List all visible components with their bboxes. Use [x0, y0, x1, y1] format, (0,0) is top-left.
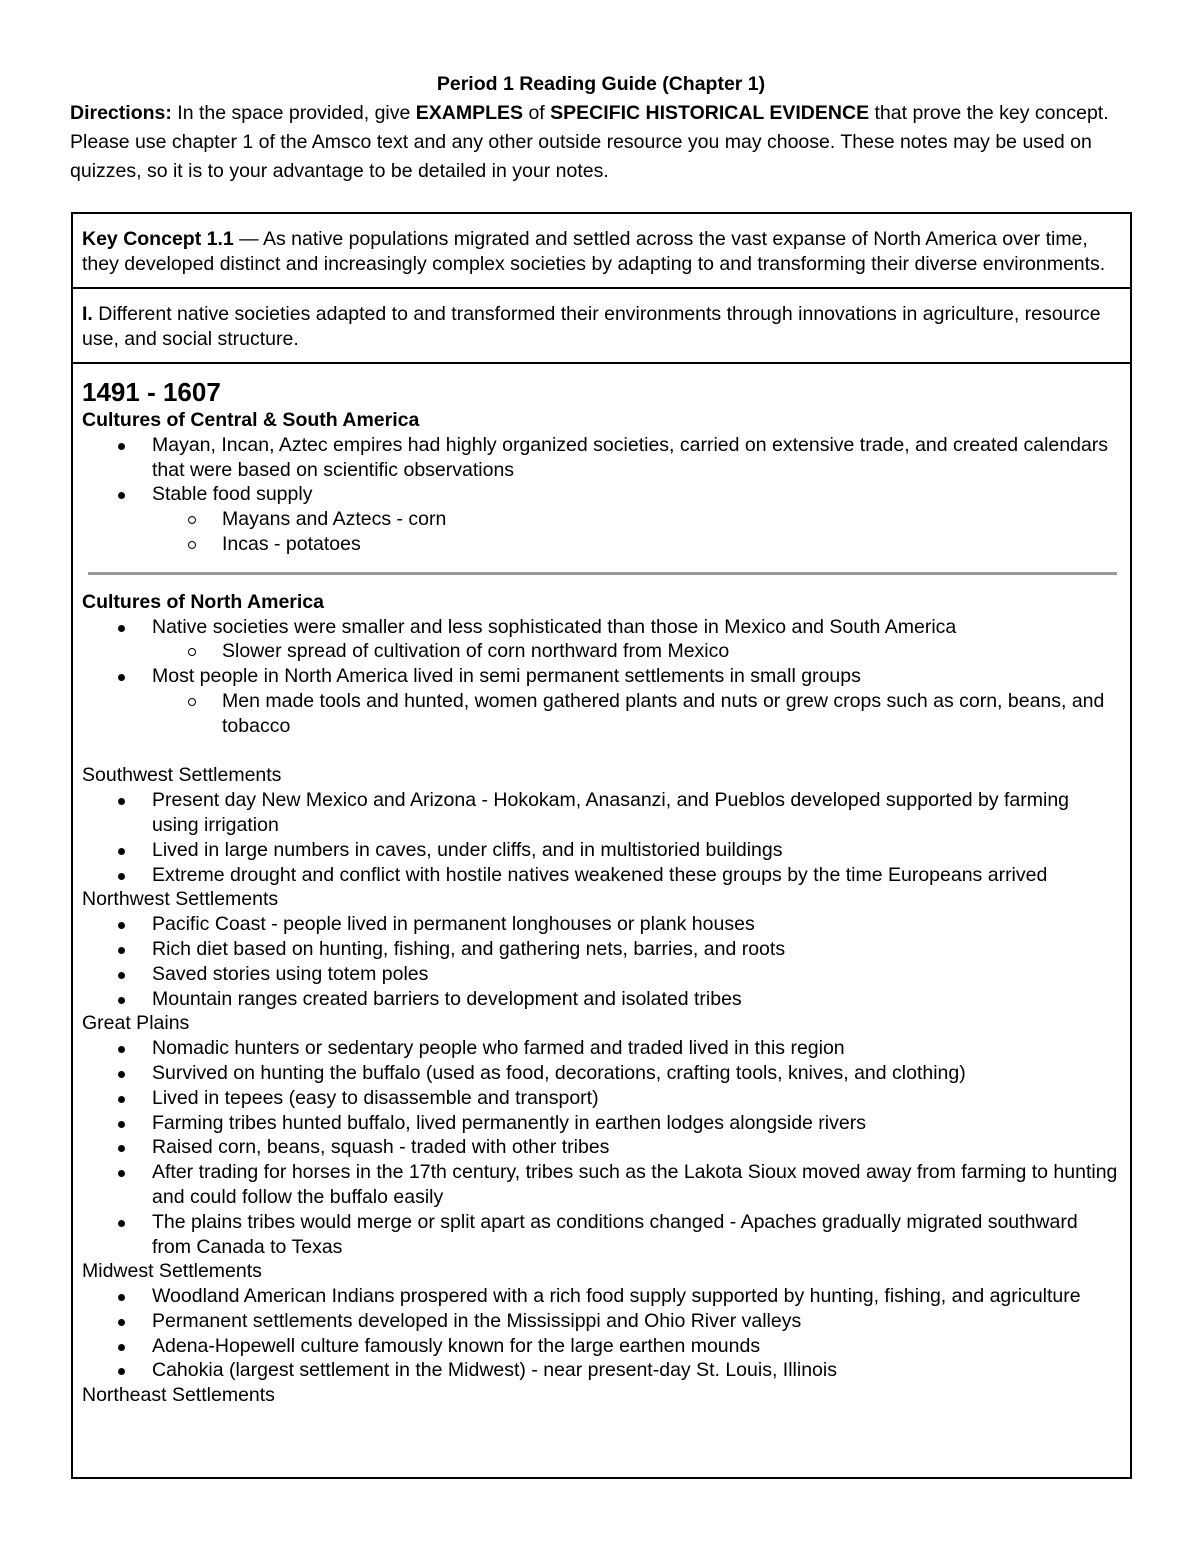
list-item: [82, 615, 1120, 665]
list-item: Saved stories using totem poles: [82, 962, 1120, 987]
sub-list-item: Incas - potatoes: [152, 532, 1120, 557]
list-item-text: Native societies were smaller and less sophisticated than those in Mexico and South America: [152, 615, 957, 638]
directions-emphasis-examples: EXAMPLES: [415, 102, 524, 124]
midwest-list: [82, 1284, 1120, 1383]
document-header: [70, 70, 1132, 186]
list-item-text: Most people in North America lived in semi permanent settlements in small groups: [152, 665, 861, 688]
sub-list-item: Men made tools and hunted, women gathered plants and nuts or grew crops such as corn, beans, and tobacco: [152, 689, 1120, 739]
list-item: Extreme drought and conflict with hostile natives weakened these groups by the time Europeans arrived: [82, 863, 1120, 888]
key-concept-text: — As native populations migrated and settled across the vast expanse of North America over time, they developed distinct and increasingly complex societies by adapting to and transforming their diverse environments.: [82, 228, 1106, 275]
north-america-list: [82, 615, 1120, 739]
directions-label: Directions:: [70, 102, 172, 124]
northwest-heading: Northwest Settlements: [82, 888, 279, 911]
notes-table: [71, 212, 1132, 1479]
southwest-list: [82, 788, 1120, 887]
section-divider: [88, 572, 1117, 575]
list-item: Lived in tepees (easy to disassemble and transport): [82, 1086, 1120, 1111]
great-plains-heading: Great Plains: [82, 1012, 190, 1035]
north-sublist-1: [152, 639, 1120, 664]
list-item: Farming tribes hunted buffalo, lived permanently in earthen lodges alongside rivers: [82, 1111, 1120, 1136]
food-supply-sublist: [152, 507, 1120, 557]
north-america-heading: Cultures of North America: [82, 590, 324, 613]
blank-line: [82, 739, 1120, 764]
list-item: [82, 664, 1120, 738]
list-item: Nomadic hunters or sedentary people who farmed and traded lived in this region: [82, 1036, 1120, 1061]
list-item: After trading for horses in the 17th century, tribes such as the Lakota Sioux moved away from farming to hunting and could follow the buffalo easily: [82, 1160, 1120, 1210]
list-item: Cahokia (largest settlement in the Midwest) - near present-day St. Louis, Illinois: [82, 1358, 1120, 1383]
sub-list-item: Slower spread of cultivation of corn northward from Mexico: [152, 639, 1120, 664]
key-concept-cell: [73, 214, 1130, 289]
list-item-text: Stable food supply: [152, 483, 313, 506]
directions-emphasis-evidence: SPECIFIC HISTORICAL EVIDENCE: [550, 102, 870, 124]
notes-cell: [73, 364, 1130, 1418]
list-item: Rich diet based on hunting, fishing, and gathering nets, barries, and roots: [82, 937, 1120, 962]
list-item: Raised corn, beans, squash - traded with other tribes: [82, 1135, 1120, 1160]
southwest-heading: Southwest Settlements: [82, 764, 282, 787]
directions-text-1: In the space provided, give: [171, 102, 416, 124]
northeast-heading: Northeast Settlements: [82, 1384, 275, 1407]
key-concept-label: Key Concept 1.1: [82, 228, 234, 250]
list-item: Lived in large numbers in caves, under cliffs, and in multistoried buildings: [82, 838, 1120, 863]
list-item: Adena-Hopewell culture famously known for the large earthen mounds: [82, 1334, 1120, 1359]
list-item: The plains tribes would merge or split apart as conditions changed - Apaches gradually migrated southward from Canada to Texas: [82, 1210, 1120, 1260]
northwest-list: [82, 912, 1120, 1011]
central-south-heading: Cultures of Central & South America: [82, 409, 420, 431]
north-sublist-2: [152, 689, 1120, 739]
list-item: Mountain ranges created barriers to development and isolated tribes: [82, 987, 1120, 1012]
directions-text-2: of: [523, 102, 551, 124]
section-one-label: I.: [82, 303, 93, 325]
sub-list-item: Mayans and Aztecs - corn: [152, 507, 1120, 532]
list-item: [82, 482, 1120, 556]
section-one-cell: [73, 289, 1130, 364]
year-range-heading: 1491 - 1607: [82, 377, 221, 407]
list-item: Pacific Coast - people lived in permanent longhouses or plank houses: [82, 912, 1120, 937]
list-item: Mayan, Incan, Aztec empires had highly organized societies, carried on extensive trade, and created calendars that were based on scientific observations: [82, 433, 1120, 483]
list-item: Survived on hunting the buffalo (used as food, decorations, crafting tools, knives, and clothing): [82, 1061, 1120, 1086]
directions-text-3: that prove the key concept. Please use chapter 1 of the Amsco text and any other outside resource you may choose. These notes may be used on quizzes, so it is to your advantage to be detailed in your notes.: [70, 102, 1109, 182]
list-item: Permanent settlements developed in the Mississippi and Ohio River valleys: [82, 1309, 1120, 1334]
list-item: Woodland American Indians prospered with a rich food supply supported by hunting, fishing, and agriculture: [82, 1284, 1120, 1309]
section-one-text: Different native societies adapted to and transformed their environments through innovations in agriculture, resource use, and social structure.: [82, 303, 1101, 350]
central-south-list: [82, 433, 1120, 557]
directions-paragraph: [70, 99, 1132, 186]
great-plains-list: [82, 1036, 1120, 1259]
page-title: Period 1 Reading Guide (Chapter 1): [436, 73, 766, 95]
midwest-heading: Midwest Settlements: [82, 1260, 262, 1283]
list-item: Present day New Mexico and Arizona - Hokokam, Anasanzi, and Pueblos developed supported by farming using irrigation: [82, 788, 1120, 838]
